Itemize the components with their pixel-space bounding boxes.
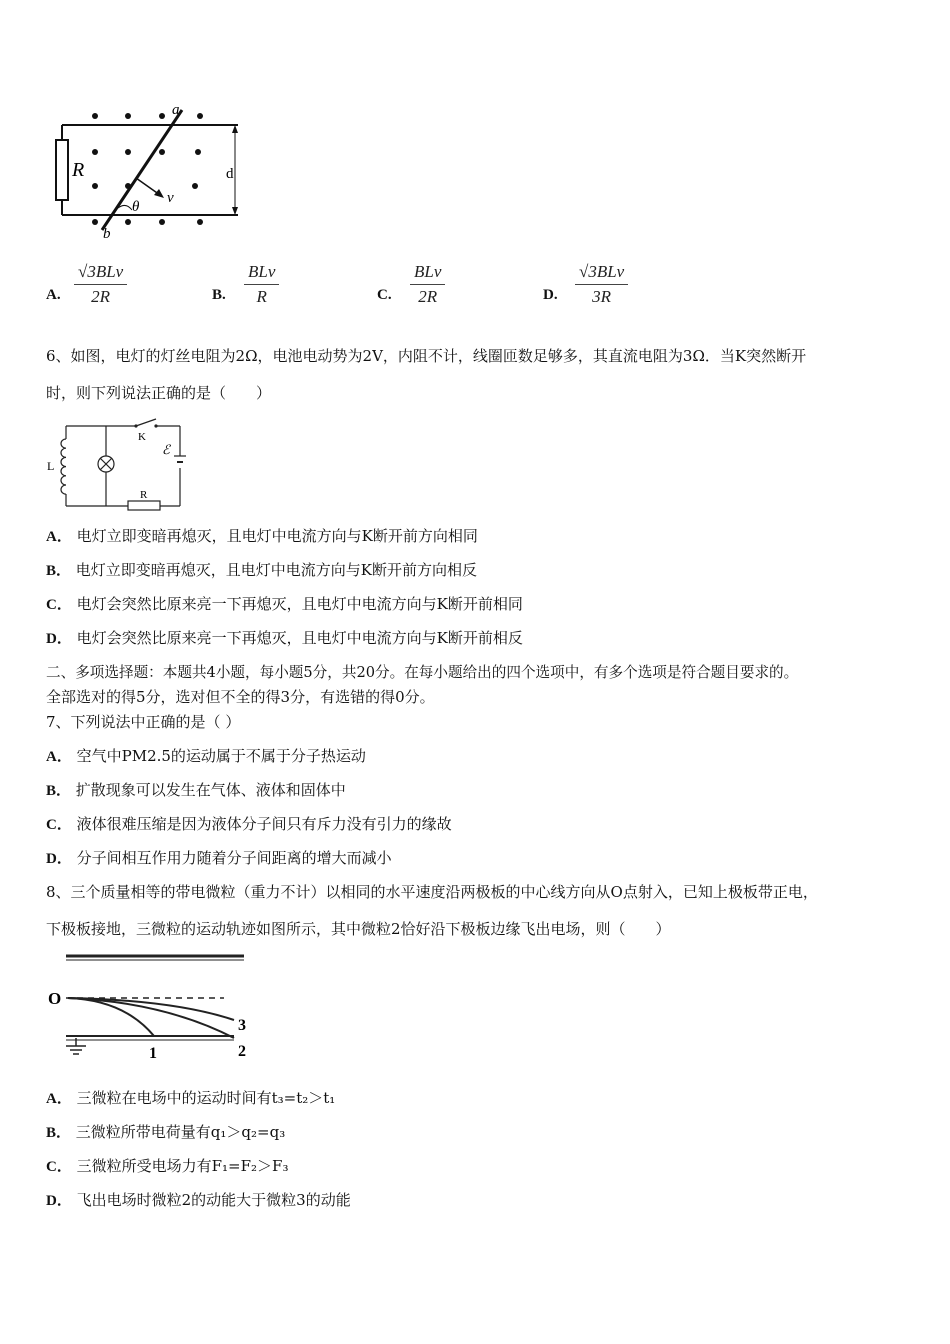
q8-option-a: A． 三微粒在电场中的运动时间有t₃=t₂＞t₁ <box>46 1089 336 1107</box>
section2-heading-line1: 二、多项选择题：本题共4小题，每小题5分，共20分。在每小题给出的四个选项中，有多个选项是符合题目要求的。 <box>46 664 799 681</box>
q6-option-a: A． 电灯立即变暗再熄灭，且电灯中电流方向与K断开前方向相同 <box>46 527 478 545</box>
q5-label-a: a <box>172 102 180 118</box>
q5-option-d-fraction <box>575 262 628 307</box>
q6-label-R: R <box>140 489 148 501</box>
q5-option-b-denominator: R <box>256 287 267 306</box>
q5-option-c-numerator: BLv <box>414 262 442 281</box>
q5-option-a-fraction <box>74 262 127 307</box>
q8-label-2: 2 <box>238 1043 246 1060</box>
q8-label-3: 3 <box>238 1017 246 1034</box>
q6-circuit-figure <box>44 414 194 514</box>
q5-option-c-fraction <box>410 262 445 307</box>
q5-option-c-denominator: 2R <box>418 287 438 306</box>
q6-stem-line2: 时，则下列说法正确的是（ ） <box>46 384 272 402</box>
q8-option-d: D． 飞出电场时微粒2的动能大于微粒3的动能 <box>46 1191 351 1209</box>
q7-option-b: B． 扩散现象可以发生在气体、液体和固体中 <box>46 781 346 799</box>
q8-label-O: O <box>48 989 62 1008</box>
q5-option-d-numerator: √3BLv <box>579 262 625 281</box>
q6-stem-line1: 6、如图，电灯的灯丝电阻为2Ω，电池电动势为2V，内阻不计，线圈匝数足够多，其直流电阻为3Ω．当K突然断开 <box>46 347 807 365</box>
q6-label-K: K <box>138 431 146 443</box>
q5-rail-figure <box>40 98 260 248</box>
q7-option-a: A． 空气中PM2.5的运动属于不属于分子热运动 <box>46 747 366 765</box>
q5-label-theta: θ <box>132 199 140 215</box>
q6-label-L: L <box>47 459 55 473</box>
q8-option-b: B． 三微粒所带电荷量有q₁＞q₂=q₃ <box>46 1123 286 1141</box>
q5-label-v: v <box>167 190 174 206</box>
q5-label-R: R <box>72 159 85 181</box>
q6-label-emf: ℰ <box>162 442 170 457</box>
q5-option-b-numerator: BLv <box>248 262 276 281</box>
q5-option-a-denominator: 2R <box>91 287 111 306</box>
q8-deflection-figure <box>44 948 264 1068</box>
q8-stem-line1: 8、三个质量相等的带电微粒（重力不计）以相同的水平速度沿两极板的中心线方向从O点射入，已知上极板带正电， <box>46 883 818 901</box>
q5-label-b: b <box>103 226 111 242</box>
q5-option-a-label: A. <box>46 287 61 303</box>
q5-option-d-label: D. <box>543 287 558 303</box>
q6-option-c: C． 电灯会突然比原来亮一下再熄灭，且电灯中电流方向与K断开前相同 <box>46 595 523 613</box>
q7-stem: 7、下列说法中正确的是（ ） <box>46 713 241 731</box>
q5-option-d-denominator: 3R <box>592 287 612 306</box>
q5-option-b-label: B. <box>212 287 226 303</box>
q5-option-a-numerator: √3BLv <box>78 262 124 281</box>
q6-option-b: B． 电灯立即变暗再熄灭，且电灯中电流方向与K断开前方向相反 <box>46 561 478 579</box>
q6-option-d: D． 电灯会突然比原来亮一下再熄灭，且电灯中电流方向与K断开前相反 <box>46 629 523 647</box>
q8-label-1: 1 <box>149 1045 157 1062</box>
q5-option-c-label: C. <box>377 287 392 303</box>
q5-label-d: d <box>226 166 234 182</box>
section2-heading-line2: 全部选对的得5分，选对但不全的得3分，有选错的得0分。 <box>46 688 435 706</box>
q8-stem-line2: 下极板接地，三微粒的运动轨迹如图所示，其中微粒2恰好沿下极板边缘飞出电场，则（ ） <box>46 920 671 938</box>
q8-option-c: C． 三微粒所受电场力有F₁=F₂＞F₃ <box>46 1157 289 1175</box>
q5-option-b-fraction <box>244 262 279 307</box>
q7-option-d: D． 分子间相互作用力随着分子间距离的增大而减小 <box>46 849 392 867</box>
q7-option-c: C． 液体很难压缩是因为液体分子间只有斥力没有引力的缘故 <box>46 815 452 833</box>
